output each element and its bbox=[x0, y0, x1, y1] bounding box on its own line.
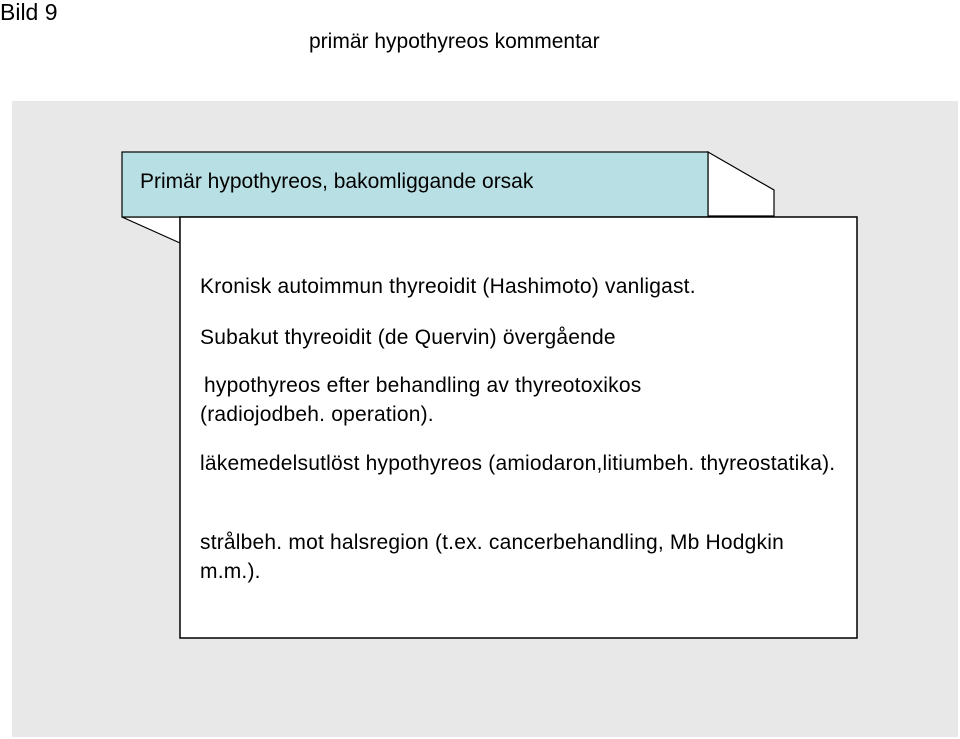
slide-title: primär hypothyreos kommentar bbox=[309, 30, 600, 53]
paragraph-radiation: strålbeh. mot halsregion (t.ex. cancerbehandling, Mb Hodgkin m.m.). bbox=[200, 531, 784, 583]
card-fold-left bbox=[122, 217, 180, 243]
paragraph-radiojod: (radiojodbeh. operation). bbox=[200, 403, 434, 426]
card-back-page bbox=[708, 152, 774, 216]
paragraph-hashimoto: Kronisk autoimmun thyreoidit (Hashimoto) vanligast. bbox=[200, 275, 696, 298]
paragraph-post-treatment: hypothyreos efter behandling av thyreotoxikos bbox=[204, 374, 642, 397]
slide-number: Bild 9 bbox=[0, 0, 58, 25]
card-heading: Primär hypothyreos, bakomliggande orsak bbox=[140, 170, 534, 193]
paragraph-drug-induced: läkemedelsutlöst hypothyreos (amiodaron,litiumbeh. thyreostatika). bbox=[200, 452, 836, 475]
paragraph-subakut: Subakut thyreoidit (de Quervin) övergående bbox=[200, 326, 616, 349]
